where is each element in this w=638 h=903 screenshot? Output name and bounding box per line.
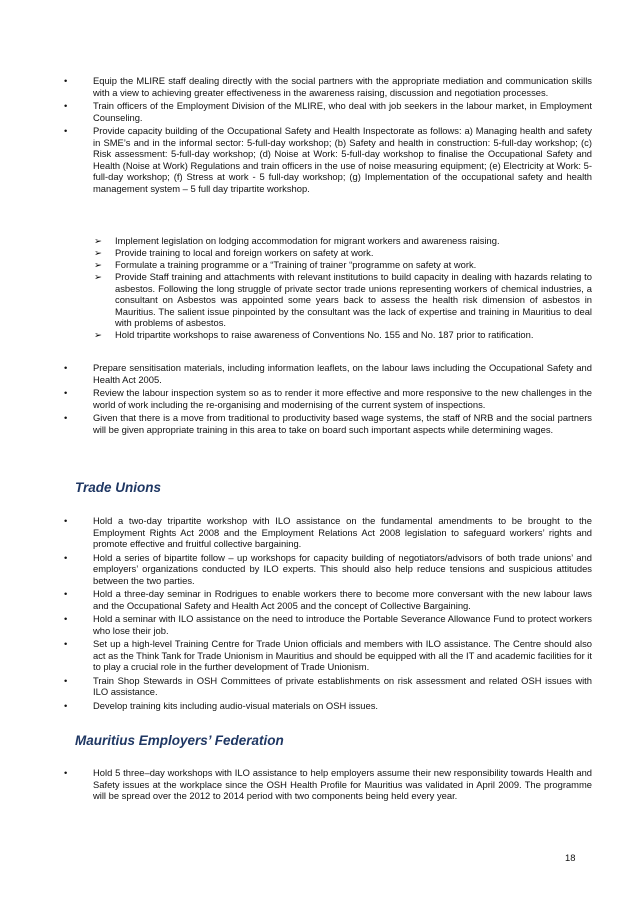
bullet-marker: • (64, 125, 68, 136)
list-item (0, 552, 592, 587)
list-item (0, 75, 592, 98)
list-item (0, 412, 592, 435)
page-number: 18 (565, 852, 576, 863)
employers-bullets (0, 767, 592, 804)
bullet-marker: • (64, 638, 68, 649)
list-item-text: Set up a high-level Training Centre for Trade Union officials and members with ILO assistance. The Centre should also act as the Think Tank for Trade Unionism in Mauritius and should be equipped with all the IT and academic facilities for it to play a crucial role in the further development of Trade Unionism. (93, 638, 592, 672)
list-item (0, 247, 592, 259)
arrow-marker: ➢ (94, 258, 102, 270)
list-item-text: Hold tripartite workshops to raise awareness of Conventions No. 155 and No. 187 prior to ratification. (115, 329, 534, 340)
list-item (0, 515, 592, 550)
list-item-text: Implement legislation on lodging accommodation for migrant workers and awareness raising. (115, 235, 500, 246)
list-item (0, 100, 592, 123)
list-item (0, 259, 592, 271)
bullet-marker: • (64, 387, 68, 398)
list-item (0, 613, 592, 636)
bullet-marker: • (64, 674, 68, 686)
list-item-text: Hold a two-day tripartite workshop with ILO assistance on the fundamental amendments to be brought to the Employment Rights Act 2008 and the Employment Relations Act 2008 legislation to safeguard workers’ rights and promote effective and fruitful collective bargaining. (93, 515, 592, 549)
list-item-text: Provide capacity building of the Occupational Safety and Health Inspectorate as follows: a) Managing health and safety in SME’s and in the informal sector: 5-full-day workshop; (b) Safety and health in construction: 5-full-day workshop; (c) Risk assessment: 5-full-day workshop; (d) Noise at Work: 5-full-day workshop to finalise the Occupational Safety and Health (Noise at Work) Regulations and train officers in the use of noise measuring equipment; (e) Electricity at Work: 5-full-day workshop; (f) Stress at work - 5 full-day workshop; (g) Implementation of the occupational safety and health management system – 5 full day tripartite workshop. (93, 125, 592, 194)
list-item (0, 125, 592, 194)
list-item (0, 362, 592, 385)
list-item-text: Provide training to local and foreign workers on safety at work. (115, 247, 374, 258)
list-item-text: Review the labour inspection system so as to render it more effective and more responsive to the new challenges in the world of work including the re-organising and modernising of the current system of inspections. (93, 387, 592, 410)
arrow-marker: ➢ (94, 234, 102, 246)
capacity-bullets-b (0, 362, 592, 437)
list-item-text: Formulate a training programme or a “Training of trainer “programme on safety at work. (115, 259, 477, 270)
list-item (0, 387, 592, 410)
list-item (0, 588, 592, 611)
list-item-text: Hold a seminar with ILO assistance on the need to introduce the Portable Severance Allowance Fund to protect workers who lose their job. (93, 613, 592, 636)
bullet-marker: • (64, 767, 68, 778)
list-item-text: Equip the MLIRE staff dealing directly with the social partners with the appropriate mediation and communication skills with a view to achieving greater effectiveness in the awareness raising, discussion and negotiation processes. (93, 75, 592, 98)
arrow-subbullets (0, 235, 592, 341)
bullet-marker: • (64, 551, 68, 563)
list-item (0, 329, 592, 341)
arrow-marker: ➢ (94, 328, 102, 340)
bullet-marker: • (64, 75, 68, 86)
list-item-text: Hold 5 three–day workshops with ILO assistance to help employers assume their new responsibility towards Health and Safety issues at the workplace since the OSH Health Profile for Mauritius was validated in April 2009. The programme will be spread over the 2012 to 2014 period with two components being held every year. (93, 767, 592, 801)
list-item (0, 235, 592, 247)
bullet-marker: • (64, 699, 68, 711)
arrow-marker: ➢ (94, 246, 102, 258)
trade-unions-bullets (0, 515, 592, 713)
list-item-text: Prepare sensitisation materials, including information leaflets, on the labour laws including the Occupational Safety and Health Act 2005. (93, 362, 592, 385)
employers-federation-heading: Mauritius Employers’ Federation (75, 733, 284, 748)
bullet-marker: • (64, 515, 68, 526)
list-item-text: Hold a series of bipartite follow – up workshops for capacity building of negotiators/advisors of both trade unions’ and employers’ organizations conducted by ILO experts. This should also help reduce tensions and suspicious attitudes between the two parties. (93, 551, 592, 586)
list-item (0, 675, 592, 698)
list-item (0, 700, 592, 712)
list-item (0, 767, 592, 802)
arrow-marker: ➢ (94, 270, 102, 282)
capacity-bullets-a (0, 75, 592, 196)
list-item-text: Provide Staff training and attachments with relevant institutions to build capacity in dealing with hazards relating to asbestos. Following the long struggle of private sector trade unions representing workers of chemical industries, a consultant on Asbestos was appointed some years back to assess the health risk dimension of asbestos in Mauritius. The salient issue pinpointed by the consultant was the lack of expertise and training in Mauritius to deal with problems of asbestos. (115, 271, 592, 328)
bullet-marker: • (64, 613, 68, 624)
list-item-text: Given that there is a move from traditional to productivity based wage systems, the staff of NRB and the social partners will be given appropriate training in this area to take on board such important aspects while determining wages. (93, 412, 592, 435)
list-item-text: Develop training kits including audio-visual materials on OSH issues. (93, 699, 379, 711)
list-item-text: Hold a three-day seminar in Rodrigues to enable workers there to become more conversant with the new labour laws and the Occupational Safety and Health Act 2005 and the concept of Collective Bargaining. (93, 588, 592, 611)
trade-unions-heading: Trade Unions (75, 480, 162, 495)
bullet-marker: • (64, 362, 68, 373)
bullet-marker: • (64, 412, 68, 423)
list-item (0, 271, 592, 329)
list-item-text: Train Shop Stewards in OSH Committees of private establishments on risk assessment and related OSH issues with ILO assistance. (93, 674, 592, 697)
list-item (0, 638, 592, 673)
bullet-marker: • (64, 588, 68, 599)
list-item-text: Train officers of the Employment Division of the MLIRE, who deal with job seekers in the labour market, in Employment Counseling. (93, 100, 592, 123)
bullet-marker: • (64, 100, 68, 111)
